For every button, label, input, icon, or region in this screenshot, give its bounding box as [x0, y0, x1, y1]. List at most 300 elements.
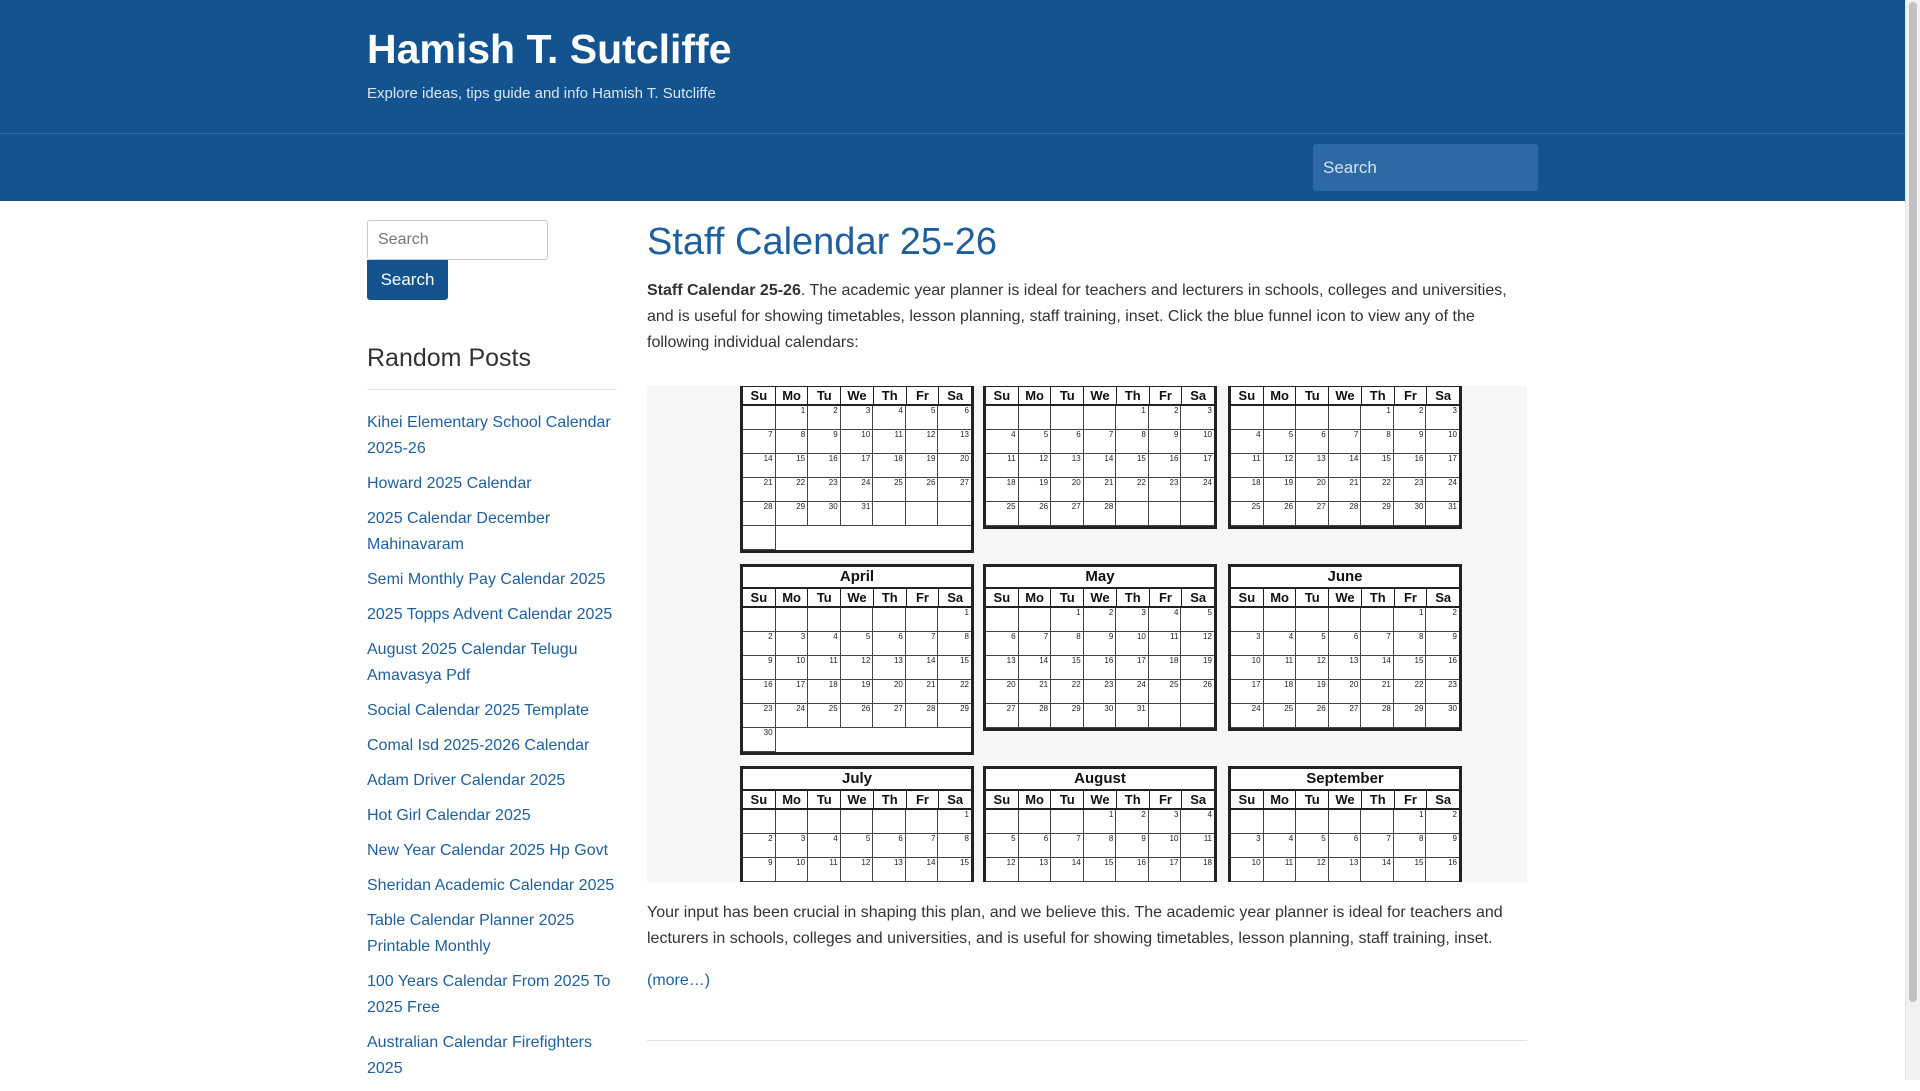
weekday-label: Su — [1231, 387, 1264, 404]
weekday-label: Th — [874, 791, 907, 808]
day-cell: 3 — [1116, 608, 1149, 632]
day-cell: 6 — [873, 834, 906, 858]
day-cell: 29 — [1051, 704, 1084, 728]
mini-calendar-month: July — [743, 769, 971, 791]
day-cell: 20 — [1051, 478, 1084, 502]
day-cell: 15 — [938, 656, 971, 680]
day-cell: 26 — [1264, 502, 1297, 526]
weekday-label: Fr — [1150, 791, 1183, 808]
day-cell: 6 — [938, 406, 971, 430]
day-cell: 7 — [1019, 632, 1052, 656]
day-cell: 1 — [938, 810, 971, 834]
day-cell: 2 — [1116, 810, 1149, 834]
day-cell: 21 — [1361, 680, 1394, 704]
day-cell: 15 — [1394, 656, 1427, 680]
day-cell: 24 — [1181, 478, 1214, 502]
weekday-label: We — [1084, 791, 1117, 808]
weekday-label: We — [1084, 387, 1117, 404]
day-cell: 10 — [841, 430, 874, 454]
day-cell — [841, 810, 874, 834]
day-cell: 18 — [986, 478, 1019, 502]
weekday-label: We — [1329, 589, 1362, 606]
day-cell: 7 — [906, 632, 939, 656]
mini-calendar-grid — [1231, 608, 1459, 728]
random-post-item — [367, 1030, 617, 1082]
post-intro — [647, 278, 1527, 356]
weekday-label: Tu — [1051, 791, 1084, 808]
day-cell: 20 — [1296, 478, 1329, 502]
random-post-item — [367, 733, 617, 759]
random-post-link[interactable]: 2025 Topps Advent Calendar 2025 — [367, 606, 613, 623]
weekday-label: Su — [743, 791, 776, 808]
mini-calendar-grid — [743, 810, 971, 882]
day-cell: 5 — [1296, 632, 1329, 656]
day-cell — [938, 502, 971, 526]
day-cell: 25 — [1231, 502, 1264, 526]
day-cell: 13 — [986, 656, 1019, 680]
day-cell: 26 — [1296, 704, 1329, 728]
mini-calendar — [740, 386, 974, 553]
day-cell: 6 — [1329, 834, 1362, 858]
day-cell: 11 — [808, 858, 841, 882]
day-cell — [906, 810, 939, 834]
mini-calendar — [983, 564, 1217, 731]
day-cell: 5 — [1019, 430, 1052, 454]
mini-calendar-weekdays — [986, 387, 1214, 406]
day-cell: 18 — [1231, 478, 1264, 502]
day-cell: 13 — [873, 656, 906, 680]
day-cell — [841, 608, 874, 632]
day-cell — [873, 608, 906, 632]
day-cell — [743, 526, 776, 550]
day-cell: 22 — [1051, 680, 1084, 704]
post-title[interactable]: Staff Calendar 25-26 — [647, 221, 997, 263]
weekday-label: Mo — [776, 589, 809, 606]
day-cell: 9 — [1394, 430, 1427, 454]
day-cell: 1 — [1394, 810, 1427, 834]
day-cell: 20 — [986, 680, 1019, 704]
day-cell — [873, 502, 906, 526]
day-cell: 25 — [808, 704, 841, 728]
weekday-label: Sa — [1435, 388, 1452, 403]
day-cell: 8 — [1051, 632, 1084, 656]
day-cell: 4 — [1264, 834, 1297, 858]
day-cell: 15 — [1084, 858, 1117, 882]
day-cell: 29 — [1361, 502, 1394, 526]
random-post-link[interactable]: Kihei Elementary School Calendar 2025-26 — [367, 414, 611, 457]
day-cell: 3 — [1149, 810, 1182, 834]
day-cell: 9 — [808, 430, 841, 454]
random-post-link[interactable]: Australian Calendar Firefighters 2025 — [367, 1034, 592, 1077]
post-outro: Your input has been crucial in shaping this plan, and we believe this. The academic year planner is ideal for teachers and lecturers in schools, colleges and universities, and is useful for showing timetables, lesson planning, staff training, inset. — [647, 904, 1503, 947]
day-cell: 2 — [743, 632, 776, 656]
day-cell — [1231, 406, 1264, 430]
day-cell: 2 — [1394, 406, 1427, 430]
mini-calendar-grid — [1231, 810, 1459, 882]
day-cell: 9 — [1426, 834, 1459, 858]
random-post-link[interactable]: 100 Years Calendar From 2025 To 2025 Free — [367, 973, 611, 1016]
day-cell: 11 — [808, 656, 841, 680]
day-cell: 5 — [841, 632, 874, 656]
day-cell: 17 — [1231, 680, 1264, 704]
random-post-item — [367, 838, 617, 864]
day-cell: 15 — [1394, 858, 1427, 882]
day-cell: 28 — [743, 502, 776, 526]
day-cell: 25 — [1149, 680, 1182, 704]
day-cell: 16 — [1394, 454, 1427, 478]
site-tagline: Explore ideas, tips guide and info Hamish T. Sutcliffe — [367, 85, 716, 102]
day-cell: 10 — [1116, 632, 1149, 656]
day-cell: 24 — [1116, 680, 1149, 704]
random-post-item — [367, 506, 617, 558]
day-cell: 13 — [938, 430, 971, 454]
weekday-label: Su — [986, 387, 1019, 404]
day-cell: 16 — [808, 454, 841, 478]
day-cell: 12 — [1264, 454, 1297, 478]
day-cell: 7 — [906, 834, 939, 858]
day-cell: 8 — [1084, 834, 1117, 858]
weekday-label: Tu — [1051, 589, 1084, 606]
day-cell: 2 — [808, 406, 841, 430]
day-cell: 24 — [776, 704, 809, 728]
day-cell: 18 — [808, 680, 841, 704]
day-cell — [1019, 810, 1052, 834]
sidebar-search-input[interactable] — [367, 220, 548, 260]
day-cell: 14 — [906, 858, 939, 882]
day-cell — [1329, 406, 1362, 430]
day-cell: 6 — [1019, 834, 1052, 858]
day-cell: 6 — [986, 632, 1019, 656]
mini-calendar-month: April — [743, 567, 971, 589]
day-cell — [873, 810, 906, 834]
day-cell: 8 — [938, 834, 971, 858]
random-post-item — [367, 698, 617, 724]
day-cell: 24 — [1231, 704, 1264, 728]
random-post-item — [367, 969, 617, 1021]
post-divider — [647, 1040, 1527, 1041]
day-cell: 13 — [1019, 858, 1052, 882]
day-cell: 19 — [906, 454, 939, 478]
random-posts-list — [367, 410, 617, 1082]
day-cell: 29 — [1394, 704, 1427, 728]
day-cell — [1264, 406, 1297, 430]
mini-calendar — [740, 564, 974, 755]
random-post-link[interactable]: Semi Monthly Pay Calendar 2025 — [367, 571, 606, 588]
day-cell: 26 — [1019, 502, 1052, 526]
day-cell: 10 — [1231, 858, 1264, 882]
weekday-label: Tu — [808, 589, 841, 606]
day-cell: 23 — [1426, 680, 1459, 704]
random-post-link[interactable]: Hot Girl Calendar 2025 — [367, 807, 531, 824]
weekday-label: We — [1084, 589, 1117, 606]
day-cell: 11 — [986, 454, 1019, 478]
day-cell: 8 — [938, 632, 971, 656]
day-cell: 9 — [743, 656, 776, 680]
page-scrollbar[interactable] — [1905, 0, 1920, 1080]
mini-calendar-month: May — [986, 567, 1214, 589]
nav-bar — [0, 134, 1905, 201]
day-cell: 5 — [906, 406, 939, 430]
day-cell: 22 — [938, 680, 971, 704]
day-cell — [808, 810, 841, 834]
day-cell: 2 — [1084, 608, 1117, 632]
day-cell: 5 — [1264, 430, 1297, 454]
day-cell: 7 — [1361, 632, 1394, 656]
day-cell: 23 — [1084, 680, 1117, 704]
day-cell: 8 — [1394, 632, 1427, 656]
day-cell: 9 — [1426, 632, 1459, 656]
day-cell — [906, 502, 939, 526]
day-cell — [986, 406, 1019, 430]
day-cell: 8 — [776, 430, 809, 454]
day-cell: 12 — [1296, 858, 1329, 882]
day-cell — [776, 810, 809, 834]
day-cell — [986, 608, 1019, 632]
random-post-item — [367, 803, 617, 829]
weekday-label: Fr — [907, 387, 940, 404]
mini-calendar-month: June — [1231, 567, 1459, 589]
mini-calendar-weekdays — [1231, 589, 1459, 608]
day-cell: 12 — [1019, 454, 1052, 478]
mini-calendar-weekdays — [986, 589, 1214, 608]
day-cell: 14 — [906, 656, 939, 680]
weekday-label: Th — [874, 387, 907, 404]
day-cell: 2 — [743, 834, 776, 858]
day-cell: 6 — [873, 632, 906, 656]
day-cell: 9 — [1116, 834, 1149, 858]
weekday-label: Mo — [1264, 791, 1297, 808]
day-cell — [743, 810, 776, 834]
day-cell: 18 — [873, 454, 906, 478]
day-cell — [1231, 810, 1264, 834]
day-cell: 13 — [1296, 454, 1329, 478]
day-cell: 6 — [1329, 632, 1362, 656]
random-post-item — [367, 768, 617, 794]
day-cell: 5 — [841, 834, 874, 858]
header-search-input[interactable] — [1313, 144, 1538, 191]
mini-calendar — [740, 766, 974, 882]
calendar-image[interactable] — [647, 386, 1527, 882]
weekday-label: Tu — [1296, 387, 1329, 404]
day-cell: 7 — [1361, 834, 1394, 858]
day-cell: 17 — [1181, 454, 1214, 478]
weekday-label: We — [1329, 791, 1362, 808]
day-cell — [1181, 704, 1214, 728]
day-cell: 4 — [1231, 430, 1264, 454]
weekday-label: Th — [874, 589, 907, 606]
random-post-link[interactable]: August 2025 Calendar Telugu Amavasya Pdf — [367, 641, 578, 684]
day-cell: 21 — [906, 680, 939, 704]
scrollbar-thumb[interactable] — [1909, 2, 1917, 1002]
day-cell: 4 — [1264, 632, 1297, 656]
day-cell — [1264, 608, 1297, 632]
day-cell: 1 — [1394, 608, 1427, 632]
day-cell: 15 — [1361, 454, 1394, 478]
day-cell — [743, 406, 776, 430]
day-cell: 27 — [1329, 704, 1362, 728]
weekday-label: Th — [1117, 589, 1150, 606]
day-cell: 31 — [841, 502, 874, 526]
day-cell: 14 — [1084, 454, 1117, 478]
day-cell: 25 — [873, 478, 906, 502]
day-cell — [1361, 608, 1394, 632]
day-cell: 12 — [841, 656, 874, 680]
day-cell: 15 — [1051, 656, 1084, 680]
day-cell: 30 — [1084, 704, 1117, 728]
random-post-link[interactable]: 2025 Calendar December Mahinavaram — [367, 510, 551, 553]
day-cell: 3 — [776, 632, 809, 656]
day-cell: 30 — [1426, 704, 1459, 728]
day-cell: 15 — [776, 454, 809, 478]
day-cell: 17 — [1426, 454, 1459, 478]
day-cell: 26 — [1181, 680, 1214, 704]
day-cell: 28 — [1019, 704, 1052, 728]
mini-calendar-grid — [743, 608, 971, 752]
weekday-label: Th — [1362, 791, 1395, 808]
random-post-link[interactable]: Social Calendar 2025 Template — [367, 702, 590, 719]
day-cell: 9 — [1084, 632, 1117, 656]
weekday-label: Sa — [1190, 792, 1207, 807]
weekday-label: Mo — [776, 791, 809, 808]
weekday-label: Su — [743, 387, 776, 404]
day-cell — [1296, 406, 1329, 430]
day-cell: 3 — [1181, 406, 1214, 430]
weekday-label: Fr — [1395, 387, 1428, 404]
day-cell: 4 — [986, 430, 1019, 454]
weekday-label: Fr — [1395, 791, 1428, 808]
day-cell: 14 — [1019, 656, 1052, 680]
day-cell: 1 — [1116, 406, 1149, 430]
site-title[interactable]: Hamish T. Sutcliffe — [367, 26, 732, 72]
day-cell: 12 — [841, 858, 874, 882]
random-post-link[interactable]: Sheridan Academic Calendar 2025 — [367, 877, 615, 894]
weekday-label: Th — [1362, 387, 1395, 404]
random-post-link[interactable]: New Year Calendar 2025 Hp Govt — [367, 842, 609, 859]
day-cell: 30 — [1394, 502, 1427, 526]
day-cell: 14 — [1051, 858, 1084, 882]
day-cell: 16 — [1426, 656, 1459, 680]
day-cell: 11 — [1264, 858, 1297, 882]
day-cell — [1051, 810, 1084, 834]
day-cell: 5 — [1296, 834, 1329, 858]
day-cell: 13 — [873, 858, 906, 882]
mini-calendar-grid — [743, 406, 971, 550]
weekday-label: Fr — [1150, 589, 1183, 606]
day-cell: 3 — [1426, 406, 1459, 430]
weekday-label: We — [841, 387, 874, 404]
day-cell: 28 — [1361, 704, 1394, 728]
day-cell: 22 — [1361, 478, 1394, 502]
random-post-item — [367, 567, 617, 593]
day-cell: 17 — [1116, 656, 1149, 680]
day-cell: 16 — [1116, 858, 1149, 882]
day-cell: 13 — [1329, 858, 1362, 882]
day-cell — [1329, 608, 1362, 632]
day-cell: 7 — [1084, 430, 1117, 454]
day-cell: 13 — [1051, 454, 1084, 478]
day-cell: 4 — [1181, 810, 1214, 834]
day-cell: 19 — [841, 680, 874, 704]
random-post-link[interactable]: Howard 2025 Calendar — [367, 475, 532, 492]
day-cell: 31 — [1116, 704, 1149, 728]
mini-calendar-grid — [986, 608, 1214, 728]
day-cell: 30 — [743, 728, 776, 752]
random-post-item — [367, 602, 617, 628]
mini-calendar — [1228, 564, 1462, 731]
day-cell: 30 — [808, 502, 841, 526]
random-post-item — [367, 471, 617, 497]
day-cell: 19 — [1181, 656, 1214, 680]
day-cell — [1231, 608, 1264, 632]
weekday-label: Su — [1231, 791, 1264, 808]
random-post-link[interactable]: Adam Driver Calendar 2025 — [367, 772, 566, 789]
day-cell: 3 — [841, 406, 874, 430]
day-cell: 9 — [1149, 430, 1182, 454]
day-cell: 9 — [743, 858, 776, 882]
weekday-label: Mo — [1019, 387, 1052, 404]
day-cell: 5 — [1181, 608, 1214, 632]
day-cell: 7 — [1329, 430, 1362, 454]
day-cell: 25 — [1264, 704, 1297, 728]
day-cell: 12 — [1296, 656, 1329, 680]
weekday-label: Mo — [1019, 791, 1052, 808]
day-cell: 2 — [1149, 406, 1182, 430]
weekday-label: Fr — [907, 589, 940, 606]
weekday-label: Su — [743, 589, 776, 606]
mini-calendar — [983, 386, 1217, 529]
day-cell: 16 — [1084, 656, 1117, 680]
random-post-link[interactable]: Table Calendar Planner 2025 Printable Monthly — [367, 912, 575, 955]
day-cell — [1019, 406, 1052, 430]
weekday-label: Sa — [1435, 590, 1452, 605]
day-cell: 18 — [1149, 656, 1182, 680]
random-post-link[interactable]: Comal Isd 2025-2026 Calendar — [367, 737, 590, 754]
day-cell: 16 — [1426, 858, 1459, 882]
day-cell: 14 — [743, 454, 776, 478]
day-cell: 28 — [906, 704, 939, 728]
day-cell: 27 — [873, 704, 906, 728]
day-cell: 22 — [776, 478, 809, 502]
site-header — [0, 0, 1905, 134]
day-cell: 27 — [938, 478, 971, 502]
day-cell: 23 — [1394, 478, 1427, 502]
main-content — [647, 218, 1527, 1071]
day-cell: 22 — [1116, 478, 1149, 502]
day-cell — [1149, 704, 1182, 728]
day-cell: 1 — [776, 406, 809, 430]
weekday-label: Sa — [947, 388, 964, 403]
day-cell: 6 — [1051, 430, 1084, 454]
mini-calendar-grid — [1231, 406, 1459, 526]
mini-calendar-grid — [986, 406, 1214, 526]
weekday-label: Mo — [1019, 589, 1052, 606]
sidebar-search-button[interactable]: Search — [367, 260, 448, 300]
day-cell: 10 — [776, 858, 809, 882]
day-cell: 3 — [1231, 632, 1264, 656]
day-cell: 23 — [1149, 478, 1182, 502]
day-cell: 1 — [1051, 608, 1084, 632]
day-cell: 13 — [1329, 656, 1362, 680]
day-cell: 20 — [1329, 680, 1362, 704]
day-cell: 12 — [1181, 632, 1214, 656]
day-cell: 15 — [938, 858, 971, 882]
day-cell — [776, 608, 809, 632]
day-cell: 12 — [986, 858, 1019, 882]
read-more-link[interactable]: (more…) — [647, 972, 711, 989]
day-cell: 3 — [776, 834, 809, 858]
day-cell — [1149, 502, 1182, 526]
day-cell: 25 — [986, 502, 1019, 526]
